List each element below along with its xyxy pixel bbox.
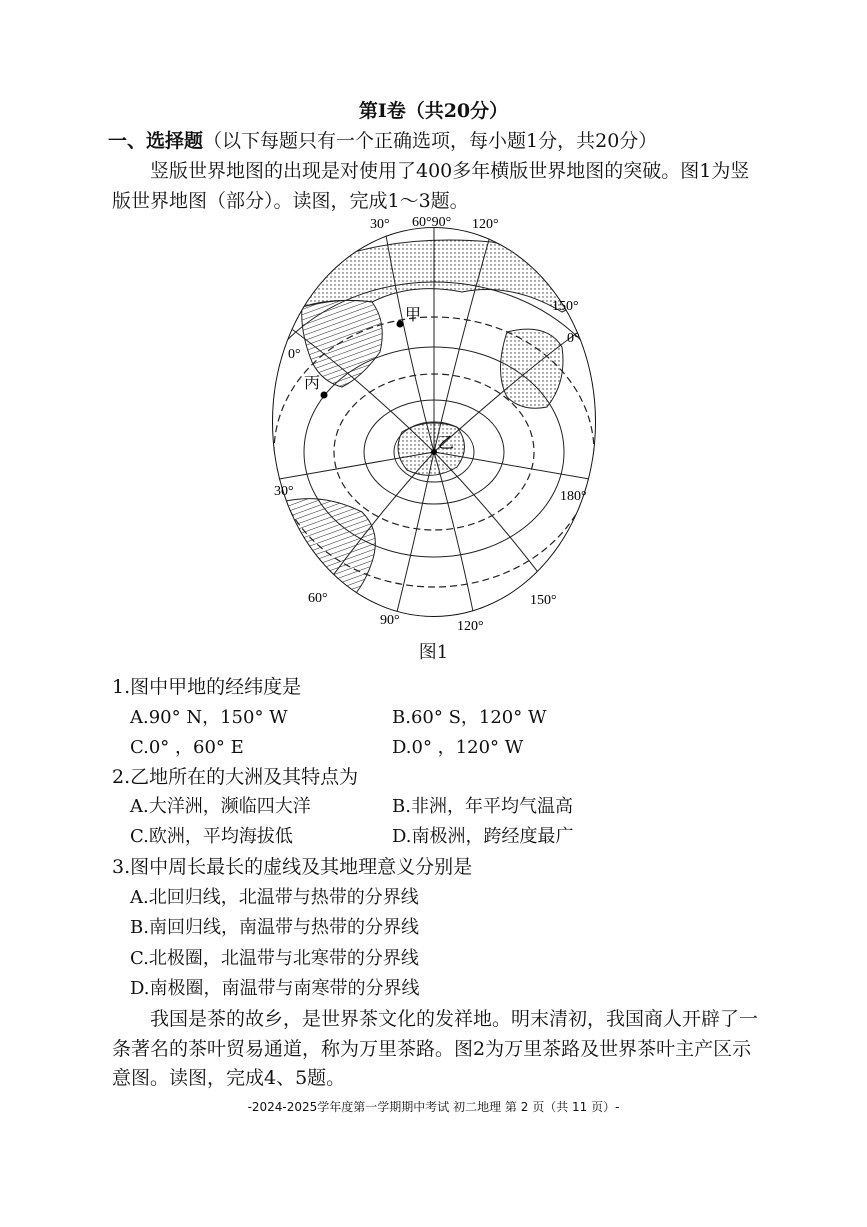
q2-option-c: C.欧洲，平均海拔低 — [130, 826, 293, 847]
label-right180: 180° — [560, 489, 587, 504]
q3-stem: 3.图中周长最长的虚线及其地理意义分别是 — [112, 856, 473, 878]
q1-option-c: C.0° ，60° E — [130, 737, 244, 758]
point-bing — [321, 392, 328, 399]
q3-option-b: B.南回归线，南温带与热带的分界线 — [130, 917, 419, 938]
page-footer: -2024-2025学年度第一学期期中考试 初二地理 第 2 页（共 11 页）- — [247, 1100, 620, 1114]
intro2-line3: 意图。读图，完成4、5题。 — [112, 1067, 346, 1089]
intro1-line1: 竖版世界地图的出现是对使用了400多年横版世界地图的突破。图1为竖 — [150, 160, 750, 182]
map-grid — [262, 212, 607, 632]
q1-stem: 1.图中甲地的经纬度是 — [112, 676, 302, 698]
vertical-world-map — [262, 212, 607, 632]
label-left30: 30° — [274, 484, 294, 499]
label-top6090: 60°90° — [412, 215, 452, 230]
section-heading — [108, 126, 657, 153]
label-bottom60: 60° — [308, 591, 328, 606]
intro1-line2: 版世界地图（部分）。读图，完成1～3题。 — [112, 190, 469, 212]
figure-caption: 图1 — [418, 642, 449, 663]
q3-option-d: D.南极圈，南温带与南寒带的分界线 — [130, 978, 420, 999]
label-top120: 120° — [472, 217, 499, 232]
q1-option-a: A.90° N，150° W — [130, 707, 288, 728]
label-right150: 150° — [552, 299, 579, 314]
label-top30: 30° — [370, 217, 390, 232]
intro2-line2: 条著名的茶叶贸易通道，称为万里茶路。图2为万里茶路及世界茶叶主产区示 — [112, 1038, 752, 1060]
label-yi: 乙 — [438, 435, 455, 452]
label-bottom120: 120° — [457, 619, 484, 632]
section-instruction: （以下每题只有一个正确选项，每小题1分，共20分） — [203, 130, 658, 152]
q3-option-a: A.北回归线，北温带与热带的分界线 — [130, 887, 419, 908]
point-yi — [431, 449, 437, 455]
q2-stem: 2.乙地所在的大洲及其特点为 — [112, 766, 359, 788]
point-jia — [397, 321, 404, 328]
page-title: 第Ⅰ卷（共20分） — [358, 100, 509, 122]
label-bing: 丙 — [304, 375, 321, 392]
q3-option-c: C.北极圈，北温带与北寒带的分界线 — [130, 948, 419, 969]
q2-option-d: D.南极洲，跨经度最广 — [392, 826, 574, 847]
q2-option-a: A.大洋洲，濒临四大洋 — [130, 796, 311, 817]
q2-option-b: B.非洲，年平均气温高 — [392, 796, 573, 817]
q1-option-d: D.0° ，120° W — [392, 737, 524, 758]
label-right0: 0° — [567, 331, 580, 346]
map-figure — [262, 212, 607, 632]
q1-option-b: B.60° S，120° W — [392, 707, 547, 728]
section-label: 一、选择题 — [108, 130, 204, 152]
intro2-line1: 我国是茶的故乡，是世界茶文化的发祥地。明末清初，我国商人开辟了一 — [150, 1008, 759, 1030]
label-left0: 0° — [288, 347, 301, 362]
label-jia: 甲 — [405, 307, 422, 324]
label-bottom150: 150° — [530, 593, 557, 608]
label-bottom90: 90° — [380, 613, 400, 628]
